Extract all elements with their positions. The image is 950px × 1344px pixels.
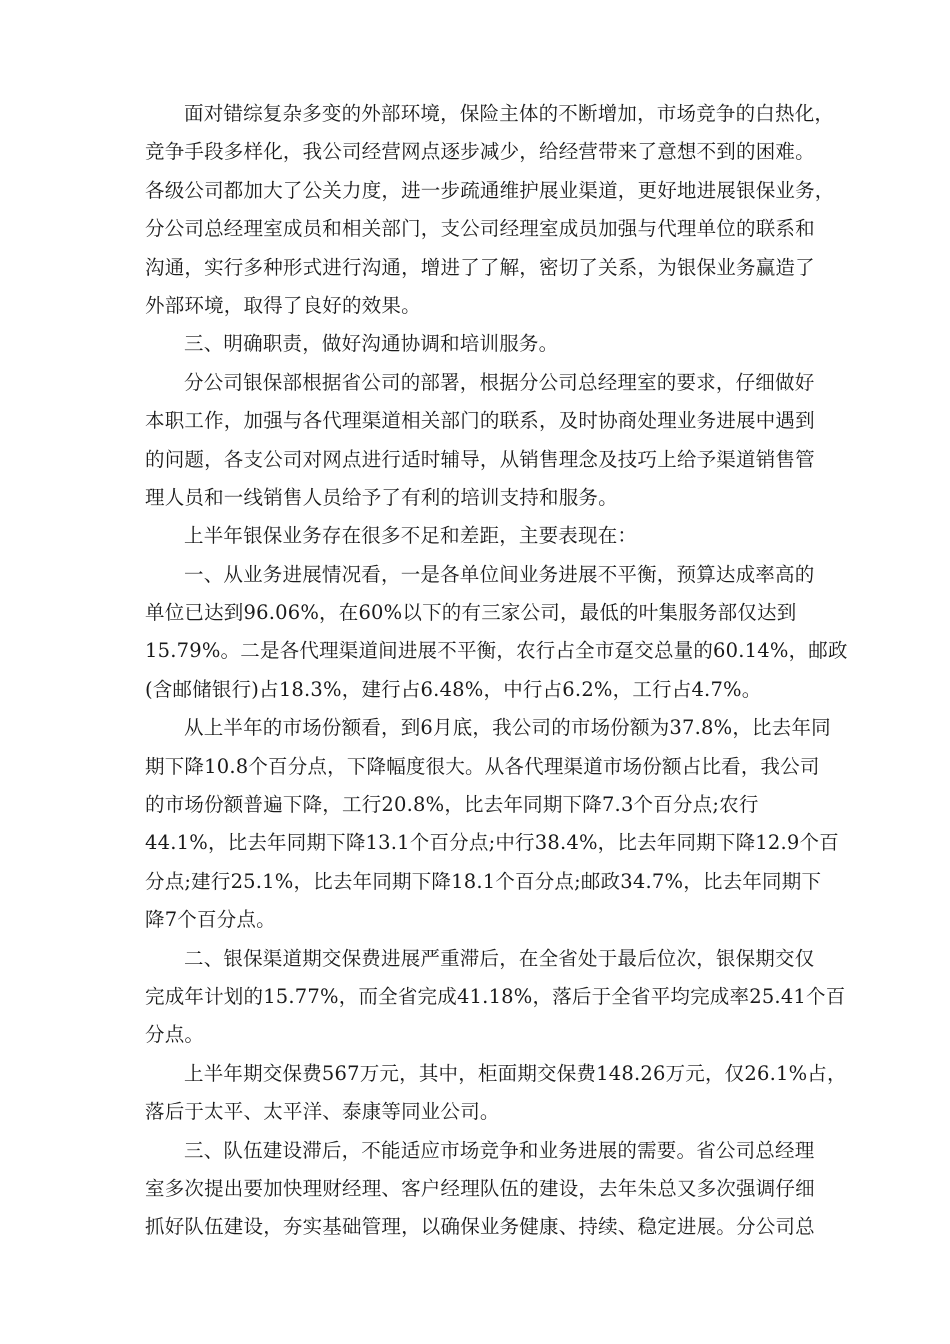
text-line: 的市场份额普遍下降，工行20.8%，比去年同期下降7.3个百分点;农行 [145, 793, 759, 817]
text-line: 沟通，实行多种形式进行沟通，增进了了解，密切了关系，为银保业务赢造了 [145, 255, 815, 279]
text-line: 抓好队伍建设，夯实基础管理，以确保业务健康、持续、稳定进展。分公司总 [145, 1215, 815, 1239]
section-heading: 三、明确职责，做好沟通协调和培训服务。 [184, 332, 559, 356]
text-line: 各级公司都加大了公关力度，进一步疏通维护展业渠道，更好地进展银保业务， [145, 178, 835, 202]
text-line: 落后于太平、太平洋、泰康等同业公司。 [145, 1100, 500, 1124]
text-line: 面对错综复杂多变的外部环境，保险主体的不断增加，市场竞争的白热化， [184, 102, 835, 125]
text-line: 上半年期交保费567万元，其中，柜面期交保费148.26万元，仅26.1%占， [184, 1061, 847, 1085]
text-line: 本职工作，加强与各代理渠道相关部门的联系，及时协商处理业务进展中遇到 [145, 409, 815, 433]
text-line: 一、从业务进展情况看，一是各单位间业务进展不平衡，预算达成率高的 [184, 562, 815, 586]
text-line: 44.1%，比去年同期下降13.1个百分点;中行38.4%，比去年同期下降12.9个百 [145, 831, 839, 855]
text-line: 分公司总经理室成员和相关部门，支公司经理室成员加强与代理单位的联系和 [145, 217, 815, 241]
text-line: 分公司银保部根据省公司的部署，根据分公司总经理室的要求，仔细做好 [184, 370, 815, 394]
text-line: 单位已达到96.06%，在60%以下的有三家公司，最低的叶集服务部仅达到 [145, 601, 797, 625]
text-line: 分点。 [145, 1023, 205, 1047]
text-line: 外部环境，取得了良好的效果。 [145, 293, 421, 317]
text-line: 完成年计划的15.77%，而全省完成41.18%，落后于全省平均完成率25.41个百 [145, 984, 846, 1008]
text-line: 从上半年的市场份额看，到6月底，我公司的市场份额为37.8%，比去年同 [184, 716, 831, 740]
text-line: 15.79%。二是各代理渠道间进展不平衡，农行占全市趸交总量的60.14%，邮政 [145, 639, 848, 663]
text-line: 二、银保渠道期交保费进展严重滞后，在全省处于最后位次，银保期交仅 [184, 946, 815, 970]
text-line: 竞争手段多样化，我公司经营网点逐步减少，给经营带来了意想不到的困难。 [145, 140, 815, 164]
document-body [145, 95, 848, 1247]
text-line: 室多次提出要加快理财经理、客户经理队伍的建设，去年朱总又多次强调仔细 [145, 1176, 815, 1200]
text-line: (含邮储银行)占18.3%，建行占6.48%，中行占6.2%，工行占4.7%。 [145, 677, 762, 701]
text-line: 理人员和一线销售人员给予了有利的培训支持和服务。 [145, 485, 618, 509]
text-line: 的问题，各支公司对网点进行适时辅导，从销售理念及技巧上给予渠道销售管 [145, 447, 815, 471]
text-line: 上半年银保业务存在很多不足和差距，主要表现在： [184, 524, 638, 548]
text-line: 期下降10.8个百分点，下降幅度很大。从各代理渠道市场份额占比看，我公司 [145, 754, 820, 778]
text-line: 分点;建行25.1%，比去年同期下降18.1个百分点;邮政34.7%，比去年同期下 [145, 869, 822, 893]
text-line: 降7个百分点。 [145, 908, 276, 932]
text-line: 三、队伍建设滞后，不能适应市场竞争和业务进展的需要。省公司总经理 [184, 1138, 815, 1162]
